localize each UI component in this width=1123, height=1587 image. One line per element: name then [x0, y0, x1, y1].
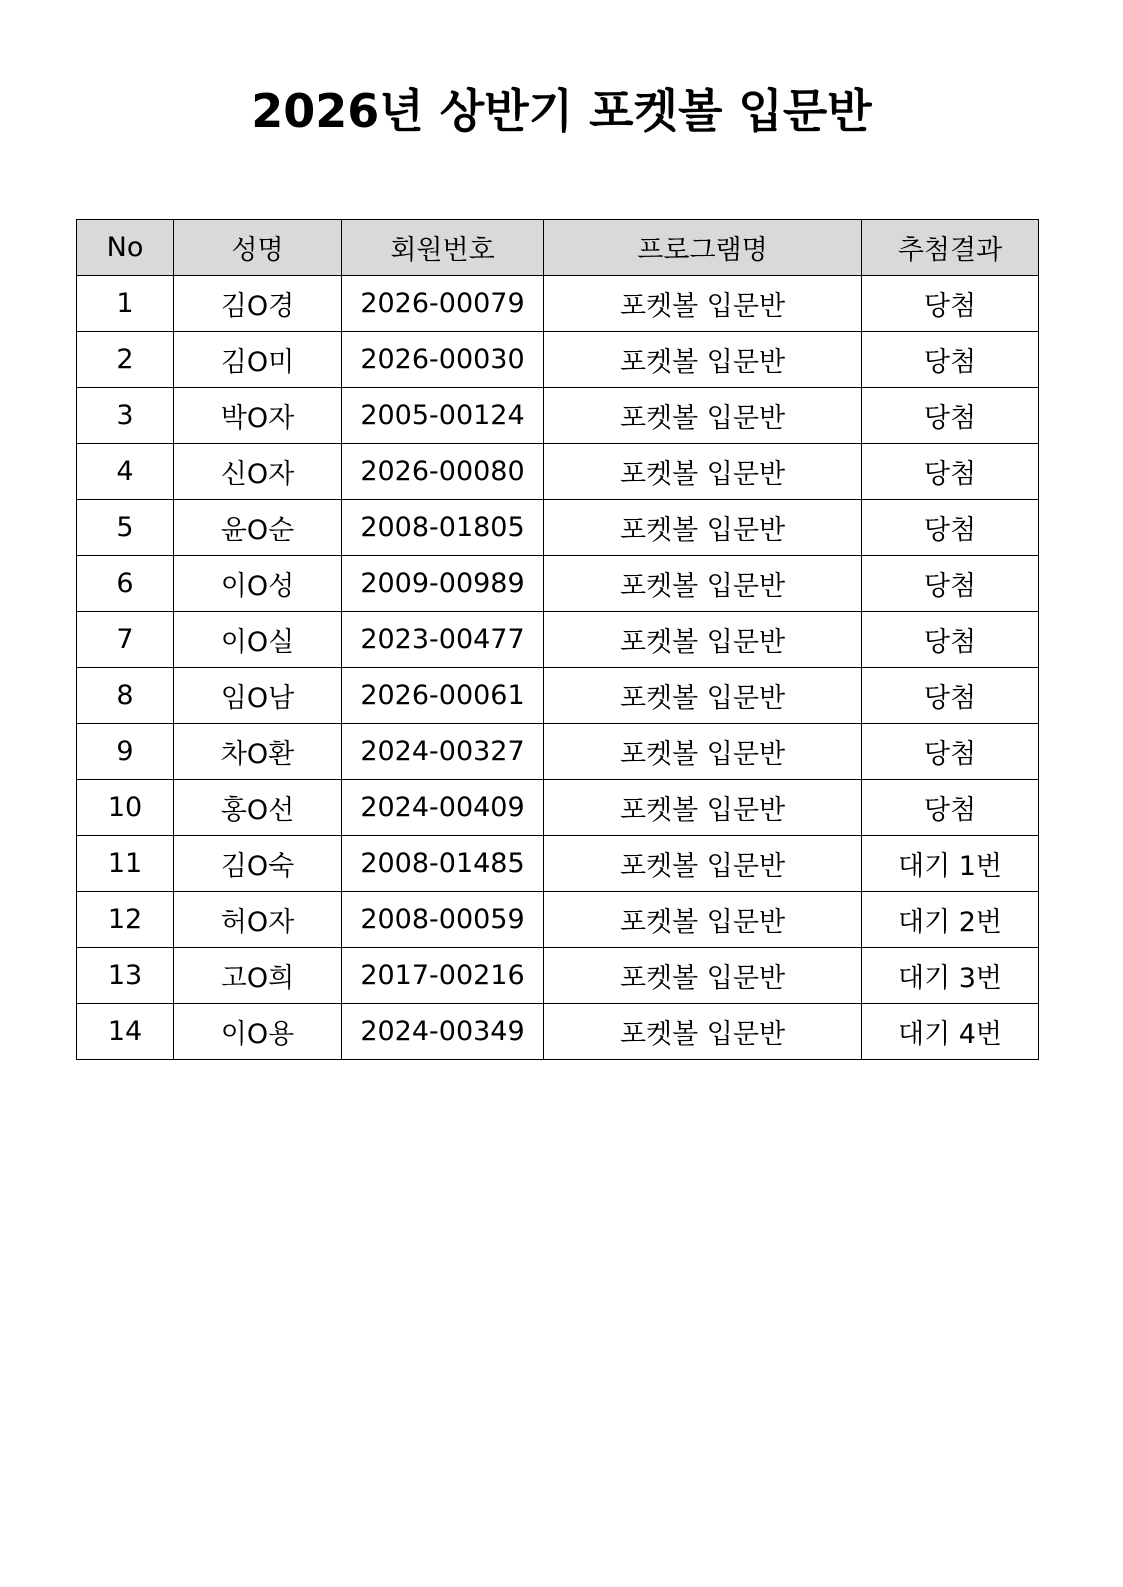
cell-name: 김O경: [174, 276, 342, 332]
cell-member-number: 2024-00327: [342, 724, 544, 780]
cell-name: 박O자: [174, 388, 342, 444]
cell-name: 임O남: [174, 668, 342, 724]
table-row: [77, 1004, 1039, 1060]
cell-name: 차O환: [174, 724, 342, 780]
cell-no: 6: [77, 556, 174, 612]
cell-name: 홍O선: [174, 780, 342, 836]
cell-no: 7: [77, 612, 174, 668]
cell-program-name: 포켓볼 입문반: [544, 668, 862, 724]
table-row: [77, 724, 1039, 780]
cell-program-name: 포켓볼 입문반: [544, 556, 862, 612]
table-row: [77, 836, 1039, 892]
table-body: [77, 276, 1039, 1060]
cell-draw-result: 당첨: [862, 388, 1039, 444]
cell-program-name: 포켓볼 입문반: [544, 948, 862, 1004]
table-row: [77, 500, 1039, 556]
cell-name: 김O미: [174, 332, 342, 388]
header-program-name: 프로그램명: [544, 220, 862, 276]
cell-program-name: 포켓볼 입문반: [544, 332, 862, 388]
cell-no: 8: [77, 668, 174, 724]
cell-member-number: 2026-00030: [342, 332, 544, 388]
cell-member-number: 2023-00477: [342, 612, 544, 668]
cell-name: 신O자: [174, 444, 342, 500]
header-member-number: 회원번호: [342, 220, 544, 276]
header-no: No: [77, 220, 174, 276]
cell-draw-result: 대기 2번: [862, 892, 1039, 948]
cell-program-name: 포켓볼 입문반: [544, 836, 862, 892]
cell-name: 김O숙: [174, 836, 342, 892]
table-header-row: [77, 220, 1039, 276]
cell-program-name: 포켓볼 입문반: [544, 444, 862, 500]
cell-draw-result: 대기 4번: [862, 1004, 1039, 1060]
cell-member-number: 2008-01805: [342, 500, 544, 556]
cell-draw-result: 당첨: [862, 500, 1039, 556]
cell-no: 5: [77, 500, 174, 556]
cell-no: 10: [77, 780, 174, 836]
cell-draw-result: 당첨: [862, 724, 1039, 780]
cell-program-name: 포켓볼 입문반: [544, 780, 862, 836]
cell-name: 이O성: [174, 556, 342, 612]
cell-member-number: 2026-00079: [342, 276, 544, 332]
cell-member-number: 2026-00080: [342, 444, 544, 500]
table-row: [77, 276, 1039, 332]
table-row: [77, 892, 1039, 948]
page-title: 2026년 상반기 포켓볼 입문반: [251, 84, 872, 138]
cell-draw-result: 당첨: [862, 780, 1039, 836]
cell-member-number: 2017-00216: [342, 948, 544, 1004]
table-row: [77, 612, 1039, 668]
cell-member-number: 2008-00059: [342, 892, 544, 948]
cell-draw-result: 대기 3번: [862, 948, 1039, 1004]
cell-draw-result: 당첨: [862, 444, 1039, 500]
header-draw-result: 추첨결과: [862, 220, 1039, 276]
header-name: 성명: [174, 220, 342, 276]
cell-program-name: 포켓볼 입문반: [544, 724, 862, 780]
table-row: [77, 444, 1039, 500]
cell-no: 3: [77, 388, 174, 444]
cell-program-name: 포켓볼 입문반: [544, 500, 862, 556]
table-row: [77, 948, 1039, 1004]
cell-program-name: 포켓볼 입문반: [544, 612, 862, 668]
cell-program-name: 포켓볼 입문반: [544, 388, 862, 444]
cell-name: 이O실: [174, 612, 342, 668]
cell-name: 이O용: [174, 1004, 342, 1060]
lottery-results-table: [76, 219, 1039, 1060]
table-row: [77, 556, 1039, 612]
cell-member-number: 2024-00409: [342, 780, 544, 836]
table-row: [77, 332, 1039, 388]
table-row: [77, 668, 1039, 724]
cell-member-number: 2026-00061: [342, 668, 544, 724]
cell-no: 2: [77, 332, 174, 388]
cell-draw-result: 당첨: [862, 668, 1039, 724]
cell-no: 4: [77, 444, 174, 500]
cell-member-number: 2008-01485: [342, 836, 544, 892]
cell-member-number: 2009-00989: [342, 556, 544, 612]
cell-no: 12: [77, 892, 174, 948]
cell-draw-result: 대기 1번: [862, 836, 1039, 892]
cell-no: 9: [77, 724, 174, 780]
cell-no: 14: [77, 1004, 174, 1060]
cell-draw-result: 당첨: [862, 332, 1039, 388]
cell-name: 고O희: [174, 948, 342, 1004]
table-row: [77, 388, 1039, 444]
cell-program-name: 포켓볼 입문반: [544, 276, 862, 332]
cell-no: 13: [77, 948, 174, 1004]
cell-draw-result: 당첨: [862, 276, 1039, 332]
cell-no: 11: [77, 836, 174, 892]
cell-name: 윤O순: [174, 500, 342, 556]
cell-program-name: 포켓볼 입문반: [544, 1004, 862, 1060]
cell-draw-result: 당첨: [862, 612, 1039, 668]
cell-member-number: 2024-00349: [342, 1004, 544, 1060]
cell-name: 허O자: [174, 892, 342, 948]
table-row: [77, 780, 1039, 836]
cell-member-number: 2005-00124: [342, 388, 544, 444]
cell-program-name: 포켓볼 입문반: [544, 892, 862, 948]
cell-no: 1: [77, 276, 174, 332]
cell-draw-result: 당첨: [862, 556, 1039, 612]
